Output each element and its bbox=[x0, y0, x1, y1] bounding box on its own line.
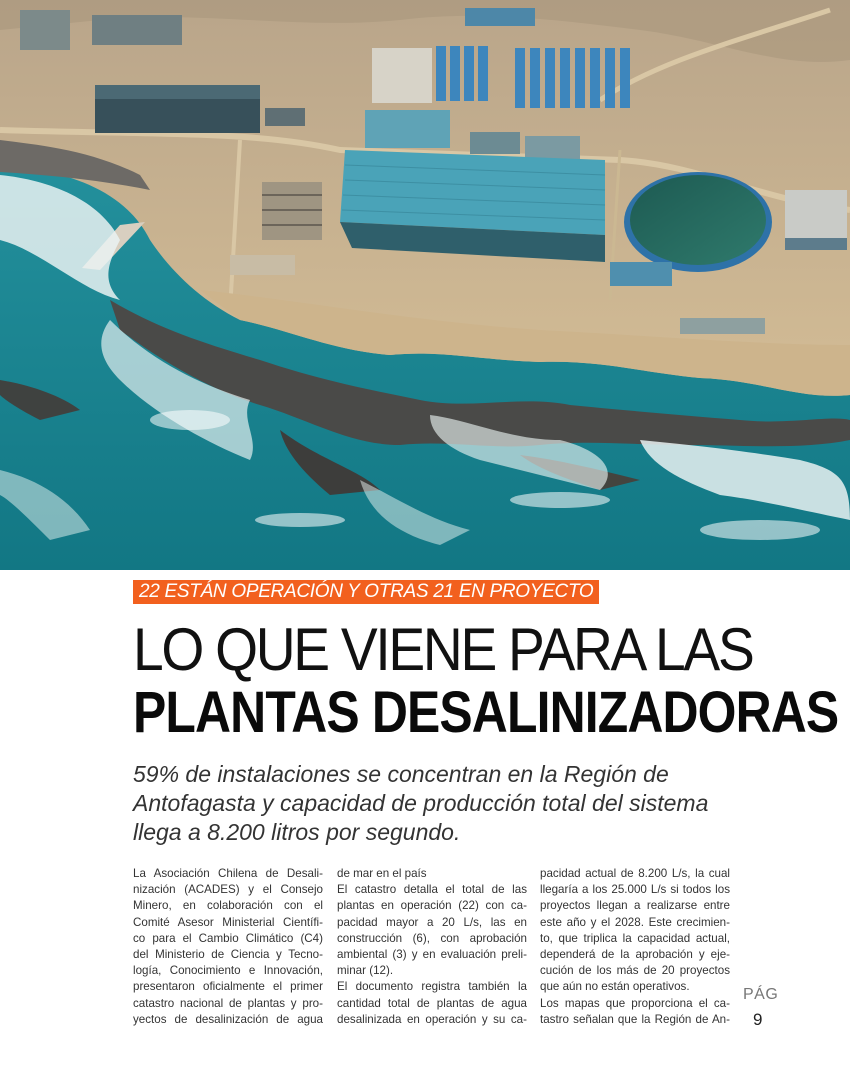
body-line: construcción (6), con aprobación bbox=[337, 931, 527, 945]
deck-subtitle bbox=[133, 760, 733, 847]
body-line: catastro nacional de plantas y pro- bbox=[133, 996, 323, 1010]
body-line: del Ministerio de Ciencia y Tecno- bbox=[133, 948, 323, 962]
body-column-3 bbox=[540, 866, 730, 1028]
body-line: desalinizada en operación y su ca- bbox=[337, 1012, 527, 1026]
body-line: dependerá de la aprobación y eje- bbox=[540, 948, 730, 962]
body-line: yectos de desalinización de agua bbox=[133, 1012, 323, 1026]
body-column-2 bbox=[337, 866, 527, 1028]
body-line: ambiental (3) y en evaluación preli- bbox=[337, 948, 527, 962]
body-line: de mar en el país bbox=[337, 867, 427, 880]
body-line: minar (12). bbox=[337, 964, 394, 978]
deck-line: Antofagasta y capacidad de producción total del sistema bbox=[133, 790, 709, 816]
body-line: El documento registra también la bbox=[337, 980, 527, 994]
body-line: proyectos llegan a realizarse entre bbox=[540, 899, 730, 913]
body-column-1 bbox=[133, 866, 323, 1028]
body-line: Comité Asesor Ministerial Científi- bbox=[133, 915, 323, 929]
body-line: tastro señalan que la Región de An- bbox=[540, 1012, 730, 1026]
page-number: 9 bbox=[753, 1010, 763, 1029]
kicker-banner: 22 ESTÁN OPERACIÓN Y OTRAS 21 EN PROYECTO bbox=[133, 580, 599, 604]
body-line: pacidad mayor a 20 L/s, las en bbox=[337, 915, 527, 929]
body-line: pacidad actual de 8.200 L/s, la cual bbox=[540, 867, 730, 880]
body-line: to, que triplica la capacidad actual, bbox=[540, 931, 730, 945]
body-line: nización (ACADES) y el Consejo bbox=[133, 883, 323, 897]
deck-line: 59% de instalaciones se concentran en la Región de bbox=[133, 761, 669, 787]
page-label: PÁG bbox=[743, 986, 779, 1003]
body-line: El catastro detalla el total de las bbox=[337, 883, 527, 897]
body-line: que aún no están operativos. bbox=[540, 980, 690, 994]
body-line: cantidad total de plantas de agua bbox=[337, 996, 527, 1010]
body-line: este año y el 2028. Este crecimien- bbox=[540, 915, 730, 929]
body-line: La Asociación Chilena de Desali- bbox=[133, 867, 323, 880]
body-line: Los mapas que proporciona el ca- bbox=[540, 996, 730, 1010]
body-line: llegaría a los 25.000 L/s si todos los bbox=[540, 883, 730, 897]
headline-line-1: LO QUE VIENE PARA LAS bbox=[133, 616, 753, 683]
body-line: co para el Cambio Climático (C4) bbox=[133, 931, 323, 945]
body-line: cución de los más de 20 proyectos bbox=[540, 964, 730, 978]
body-line: presentaron oficialmente el primer bbox=[133, 980, 323, 994]
body-line: Minero, en colaboración con el bbox=[133, 899, 323, 913]
deck-line: llega a 8.200 litros por segundo. bbox=[133, 819, 461, 845]
body-line: plantas en operación (22) con ca- bbox=[337, 899, 527, 913]
headline-line-2: PLANTAS DESALINIZADORAS bbox=[133, 680, 839, 745]
body-line: logía, Conocimiento e Innovación, bbox=[133, 964, 323, 978]
